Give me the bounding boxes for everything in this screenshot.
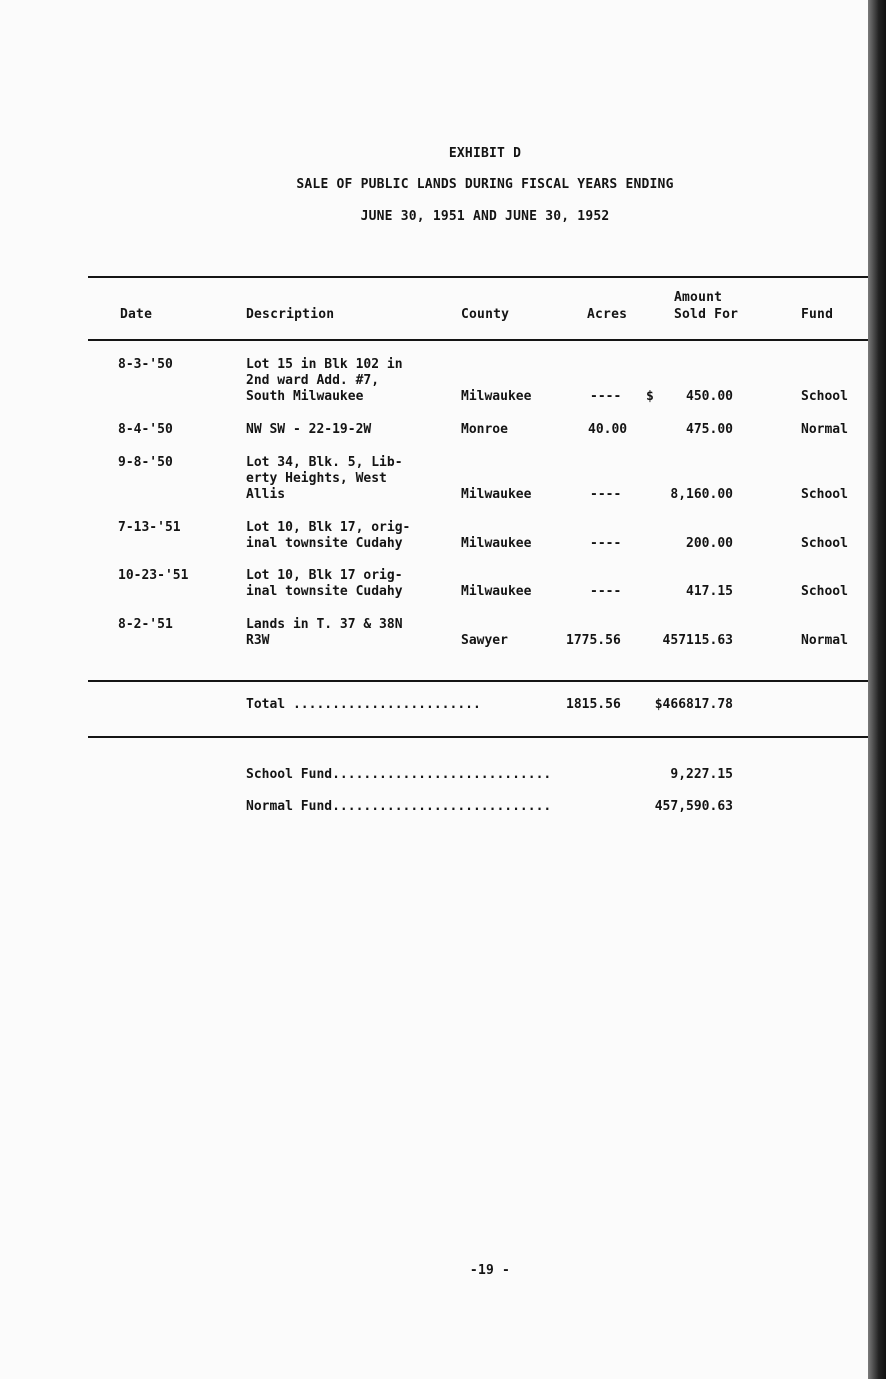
row-description: NW SW - 22-19-2W bbox=[246, 422, 372, 437]
row-county: Milwaukee bbox=[461, 536, 532, 551]
col-header-date: Date bbox=[120, 307, 153, 322]
subtitle-line-2: JUNE 30, 1951 AND JUNE 30, 1952 bbox=[360, 209, 610, 224]
page-number: -19 - bbox=[469, 1263, 511, 1278]
row-description: Lands in T. 37 & 38N R3W bbox=[246, 617, 403, 648]
col-header-fund: Fund bbox=[801, 307, 834, 322]
row-amount: 475.00 bbox=[686, 422, 733, 437]
row-fund: School bbox=[801, 389, 848, 404]
row-date: 8-2-'51 bbox=[118, 617, 173, 632]
row-county: Milwaukee bbox=[461, 389, 532, 404]
row-acres: 1775.56 bbox=[566, 633, 621, 648]
col-header-amount-line2: Sold For bbox=[674, 307, 739, 322]
row-acres: ---- bbox=[590, 487, 622, 502]
row-county: Milwaukee bbox=[461, 584, 532, 599]
row-acres: ---- bbox=[590, 389, 622, 404]
total-bottom-rule bbox=[88, 736, 878, 738]
col-header-county: County bbox=[461, 307, 510, 322]
row-description: Lot 10, Blk 17 orig- inal townsite Cudahy bbox=[246, 568, 403, 599]
row-date: 10-23-'51 bbox=[118, 568, 189, 583]
row-date: 7-13-'51 bbox=[118, 520, 181, 535]
row-amount: 200.00 bbox=[686, 536, 733, 551]
row-dollar-sign: $ bbox=[646, 389, 654, 404]
total-amount: $466817.78 bbox=[654, 697, 733, 712]
row-fund: School bbox=[801, 536, 848, 551]
row-description: Lot 34, Blk. 5, Lib- erty Heights, West Allis bbox=[246, 455, 403, 502]
row-acres: ---- bbox=[590, 536, 622, 551]
total-acres: 1815.56 bbox=[566, 697, 621, 712]
school-fund-amount: 9,227.15 bbox=[670, 767, 733, 782]
row-acres: ---- bbox=[590, 584, 622, 599]
row-acres: 40.00 bbox=[588, 422, 628, 437]
row-amount: 450.00 bbox=[686, 389, 733, 404]
row-date: 8-4-'50 bbox=[118, 422, 173, 437]
table-top-rule bbox=[88, 276, 878, 278]
row-amount: 457115.63 bbox=[662, 633, 733, 648]
page-edge-shadow bbox=[868, 0, 886, 1379]
normal-fund-label: Normal Fund............................ bbox=[246, 799, 552, 814]
col-header-amount-line1: Amount bbox=[674, 290, 723, 305]
normal-fund-amount: 457,590.63 bbox=[654, 799, 733, 814]
row-fund: School bbox=[801, 487, 848, 502]
header-bottom-rule bbox=[88, 339, 878, 341]
row-fund: Normal bbox=[801, 633, 848, 648]
row-county: Sawyer bbox=[461, 633, 508, 648]
row-county: Milwaukee bbox=[461, 487, 532, 502]
exhibit-title: EXHIBIT D bbox=[448, 146, 522, 161]
row-date: 9-8-'50 bbox=[118, 455, 173, 470]
school-fund-label: School Fund............................ bbox=[246, 767, 552, 782]
row-county: Monroe bbox=[461, 422, 508, 437]
total-label: Total ........................ bbox=[246, 697, 481, 712]
row-description: Lot 15 in Blk 102 in 2nd ward Add. #7, South Milwaukee bbox=[246, 357, 403, 404]
row-date: 8-3-'50 bbox=[118, 357, 173, 372]
row-fund: Normal bbox=[801, 422, 848, 437]
row-fund: School bbox=[801, 584, 848, 599]
subtitle-line-1: SALE OF PUBLIC LANDS DURING FISCAL YEARS ENDING bbox=[296, 177, 674, 192]
col-header-acres: Acres bbox=[587, 307, 628, 322]
row-amount: 8,160.00 bbox=[670, 487, 733, 502]
col-header-description: Description bbox=[246, 307, 335, 322]
total-top-rule bbox=[88, 680, 878, 682]
row-amount: 417.15 bbox=[686, 584, 733, 599]
row-description: Lot 10, Blk 17, orig- inal townsite Cudahy bbox=[246, 520, 411, 551]
